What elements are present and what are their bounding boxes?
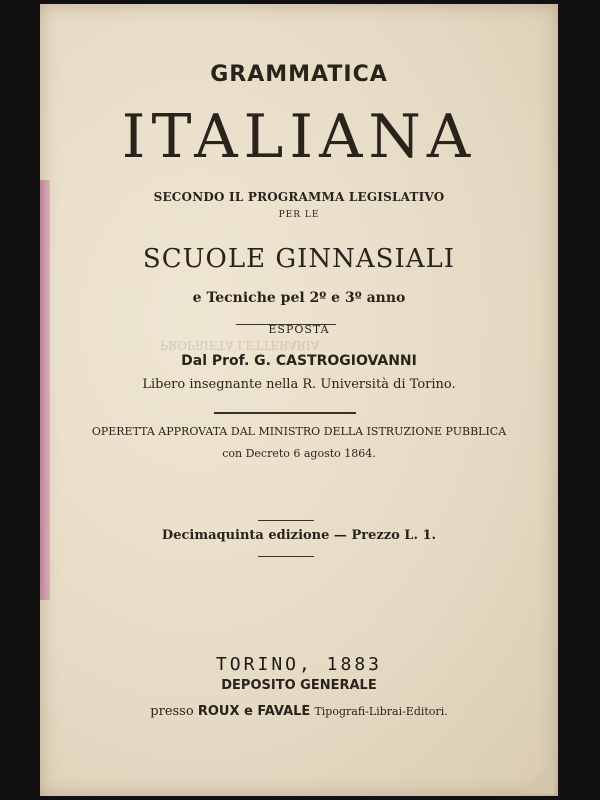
- publisher-line: [40, 704, 558, 719]
- title-italiana: ITALIANA: [121, 102, 477, 172]
- subtitle-tecniche: e Tecniche pel 2º e 3º anno: [192, 290, 406, 306]
- divider-rule: [258, 520, 314, 521]
- depot-label: DEPOSITO GENERALE: [221, 678, 377, 693]
- divider-rule: [258, 556, 314, 557]
- author-name: Dal Prof. G. CASTROGIOVANNI: [181, 353, 417, 369]
- subtitle-per-le: PER LE: [278, 210, 320, 220]
- publisher-prefix: presso: [150, 704, 194, 719]
- subtitle-scuole: SCUOLE GINNASIALI: [142, 244, 456, 274]
- publisher-name: ROUX e FAVALE: [197, 704, 311, 719]
- divider-rule: [214, 412, 356, 414]
- edition-price: Decimaquinta edizione — Prezzo L. 1.: [161, 528, 437, 543]
- bleed-through-text: PROPRIETÀ LETTERARIA: [160, 338, 320, 352]
- exposed-label: ESPOSTA: [268, 323, 330, 336]
- publisher-suffix: Tipografi-Librai-Editori.: [314, 705, 448, 718]
- place-year: TORINO, 1883: [215, 654, 383, 675]
- approval-text: OPERETTA APPROVATA DAL MINISTRO DELLA ISTRUZIONE PUBBLICA: [91, 425, 507, 438]
- subtitle-programma: SECONDO IL PROGRAMMA LEGISLATIVO: [153, 190, 445, 204]
- title-grammatica: GRAMMATICA: [210, 62, 388, 87]
- decree-text: con Decreto 6 agosto 1864.: [222, 447, 376, 460]
- page-corner-fold: [520, 760, 554, 794]
- author-role: Libero insegnante nella R. Università di Torino.: [142, 377, 456, 392]
